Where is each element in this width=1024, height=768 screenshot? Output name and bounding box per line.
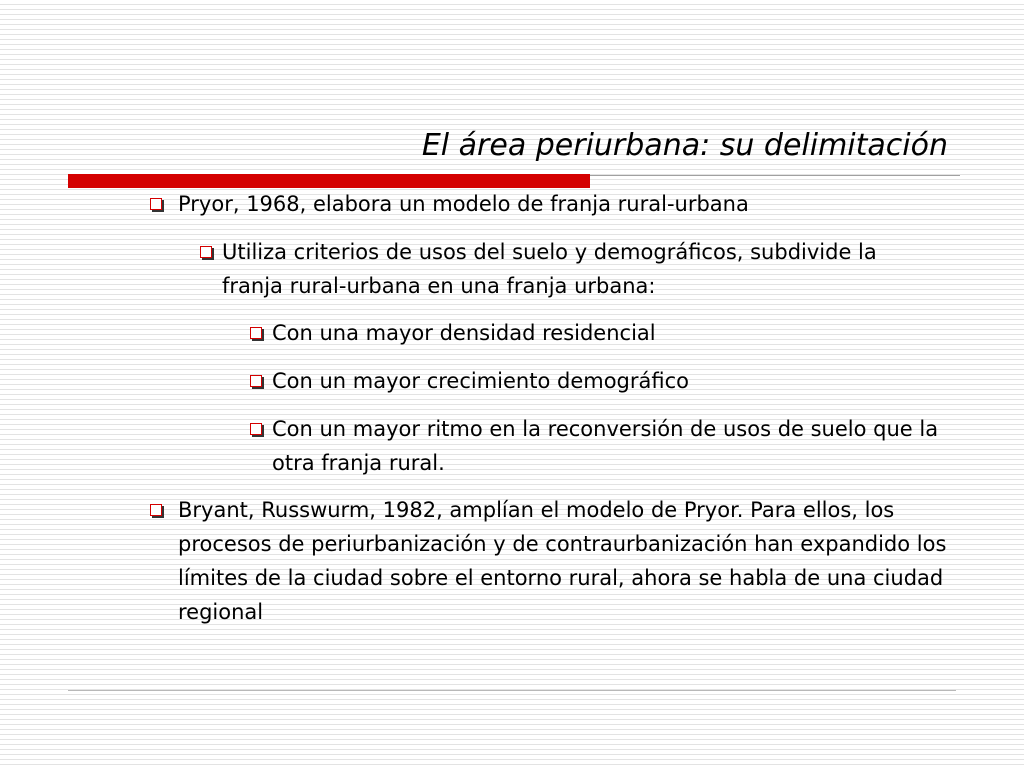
square-bullet-icon <box>150 198 162 210</box>
bullet-text: Con un mayor crecimiento demográfico <box>272 369 690 393</box>
title-divider-line <box>590 175 960 176</box>
sub-sub-bullet-item <box>250 316 940 350</box>
bullet-text: Bryant, Russwurm, 1982, amplían el modelo de Pryor. Para ellos, los procesos de periurbanización y de contraurbanización han expandido los límites de la ciudad sobre el entorno rural, ahora se habla de una ciudad regional <box>178 498 947 624</box>
square-bullet-icon <box>250 423 262 435</box>
bullet-text: Con un mayor ritmo en la reconversión de usos de suelo que la otra franja rural. <box>272 417 939 475</box>
title-accent-bar <box>68 174 590 188</box>
footer-divider-line <box>68 690 956 691</box>
square-bullet-icon <box>250 375 262 387</box>
square-bullet-icon <box>150 504 162 516</box>
sub-bullet-item <box>200 235 940 303</box>
bullet-text: Utiliza criterios de usos del suelo y demográficos, subdivide la franja rural-urbana en una franja urbana: <box>222 240 877 298</box>
bullet-text: Con una mayor densidad residencial <box>272 321 656 345</box>
bullet-text: Pryor, 1968, elabora un modelo de franja rural-urbana <box>178 192 749 216</box>
bullet-item <box>150 187 950 221</box>
bullet-item <box>150 493 950 629</box>
square-bullet-icon <box>250 327 262 339</box>
square-bullet-icon <box>200 246 212 258</box>
sub-sub-bullet-item <box>250 412 940 480</box>
sub-sub-bullet-item <box>250 364 940 398</box>
slide-title: El área periurbana: su delimitación <box>421 128 948 163</box>
